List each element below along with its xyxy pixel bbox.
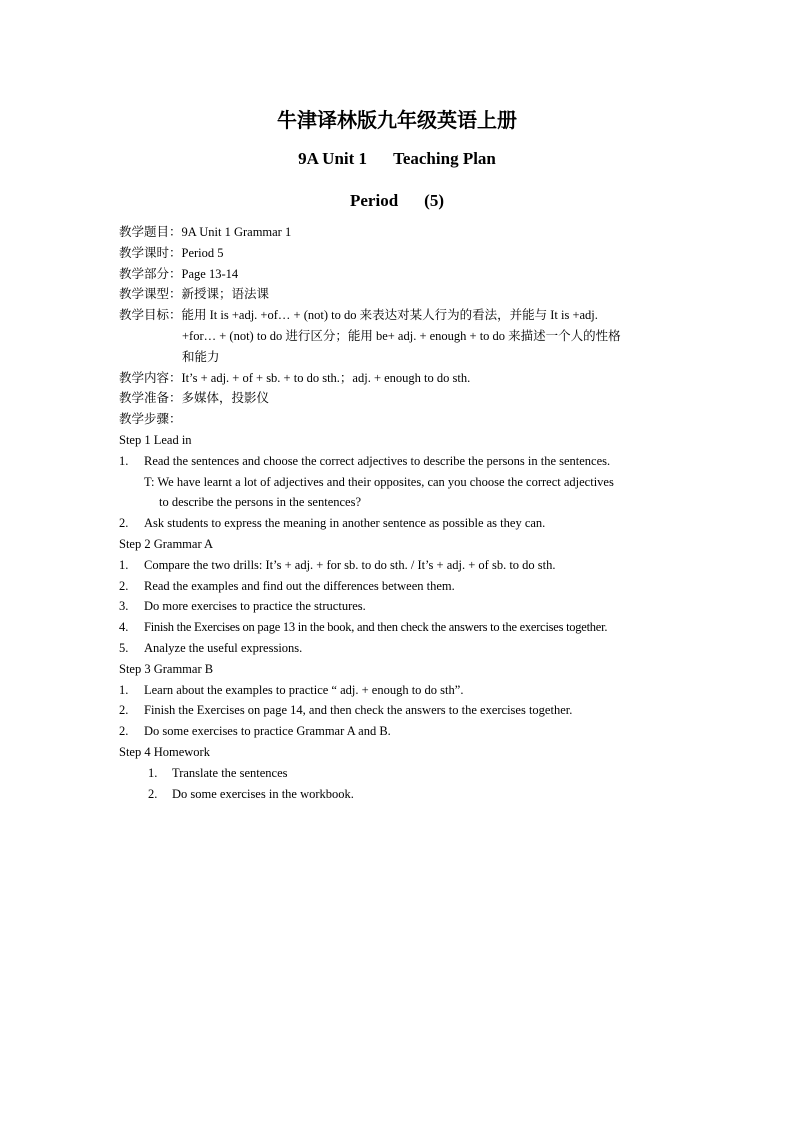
period-heading xyxy=(0,191,794,211)
list-item: 2. Do some exercises to practice Grammar A and B. xyxy=(119,724,391,739)
goal-line-2: +for… + (not) to do 进行区分；能用 be+ adj. + enough + to do 来描述一个人的性格 xyxy=(182,328,621,343)
steps-label: 教学步骤： xyxy=(119,411,182,427)
list-item: 3. Do more exercises to practice the structures. xyxy=(119,599,366,614)
list-item: 2. Finish the Exercises on page 14, and then check the answers to the exercises together. xyxy=(119,703,573,718)
list-item: 5. Analyze the useful expressions. xyxy=(119,640,303,655)
hour-value: Period 5 xyxy=(181,245,224,260)
step-heading: Step 2 Grammar A xyxy=(119,536,214,551)
list-item-continuation: to describe the persons in the sentences? xyxy=(159,495,362,510)
step-heading: Step 3 Grammar B xyxy=(119,661,214,676)
list-item: 4. Finish the Exercises on page 13 in the book, and then check the answers to the exercises together. xyxy=(119,620,608,635)
type-value: 新授课；语法课 xyxy=(181,286,270,302)
content-row: 教学内容：It’s + adj. + of + sb. + to do sth.；adj. + enough to do sth. xyxy=(119,369,471,385)
period-label: Period xyxy=(350,191,399,210)
hour-row: 教学课时：Period 5 xyxy=(119,244,224,260)
type-row: 教学课型：新授课；语法课 xyxy=(119,286,270,302)
goal-line-1: 能用 It is +adj. +of… + (not) to do 来表达对某人行为的看法，并能与 It is +adj. xyxy=(181,308,598,323)
list-item: 2. Ask students to express the meaning in another sentence as possible as they can. xyxy=(119,516,546,531)
plan-body xyxy=(119,222,684,804)
step-heading: Step 4 Homework xyxy=(119,744,210,759)
list-item: 1. Read the sentences and choose the correct adjectives to describe the persons in the sentences. xyxy=(119,453,611,468)
prep-row: 教学准备：多媒体，投影仪 xyxy=(119,390,270,406)
content-value: It’s + adj. + of + sb. + to do sth.；adj. + enough to do sth. xyxy=(181,370,471,385)
unit-heading xyxy=(0,149,794,169)
list-item: 1. Compare the two drills: It’s + adj. + for sb. to do sth. / It’s + adj. + of sb. to do sth. xyxy=(119,557,556,572)
document-title: 牛津译林版九年级英语上册 xyxy=(277,108,517,132)
list-item: 1. Translate the sentences xyxy=(148,765,288,780)
list-item: 2. Do some exercises in the workbook. xyxy=(148,786,354,801)
topic-value: 9A Unit 1 Grammar 1 xyxy=(181,225,292,239)
period-number: (5) xyxy=(424,191,444,210)
part-value: Page 13-14 xyxy=(181,266,239,281)
list-item-continuation: T: We have learnt a lot of adjectives and their opposites, can you choose the correct adjectives xyxy=(144,474,614,489)
topic-row: 教学题目：9A Unit 1 Grammar 1 xyxy=(119,224,292,239)
step-heading: Step 1 Lead in xyxy=(119,432,192,447)
goal-line-3: 和能力 xyxy=(182,348,220,364)
goal-row: 教学目标：能用 It is +adj. +of… + (not) to do 来表达对某人行为的看法，并能与 It is +adj. xyxy=(119,307,598,323)
list-item: 1. Learn about the examples to practice “ adj. + enough to do sth”. xyxy=(119,682,464,697)
unit-label: 9A Unit 1 xyxy=(298,149,368,168)
part-row: 教学部分：Page 13-14 xyxy=(119,265,239,281)
prep-value: 多媒体，投影仪 xyxy=(181,390,270,406)
plan-label: Teaching Plan xyxy=(393,149,496,168)
list-item: 2. Read the examples and find out the differences between them. xyxy=(119,578,455,593)
